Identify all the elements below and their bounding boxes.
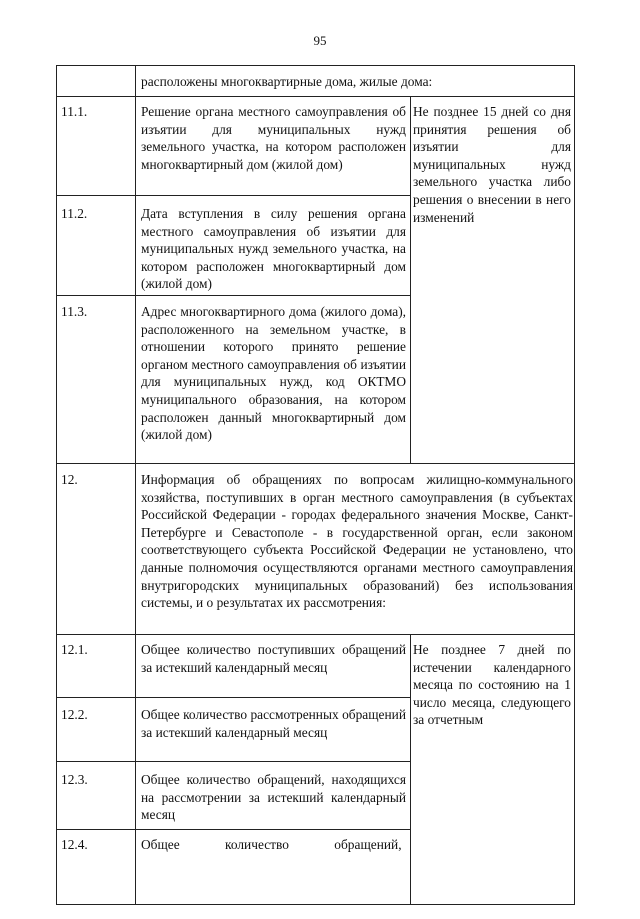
row-text-12-1: Общее количество поступивших обращений за истекший календарный месяц xyxy=(141,642,406,675)
row-number-11-3: 11.3. xyxy=(61,304,88,319)
row-divider xyxy=(56,195,410,196)
deadline-group-11: Не позднее 15 дней со дня принятия решения об изъятии для муниципальных нужд земельного участка либо решения о внесении в него изменений xyxy=(413,104,571,225)
row-number-12-1: 12.1. xyxy=(61,642,88,657)
row-divider xyxy=(56,829,410,830)
row-number-11-1: 11.1. xyxy=(61,104,88,119)
row-text-continuation: расположены многоквартирные дома, жилые дома: xyxy=(141,74,433,89)
deadline-group-12: Не позднее 7 дней по истечении календарного месяца по состоянию на 1 число месяца, следующего за отчетным xyxy=(413,642,571,728)
row-number-12-4: 12.4. xyxy=(61,837,88,852)
row-divider xyxy=(56,463,575,464)
row-number-12: 12. xyxy=(61,472,78,487)
row-divider xyxy=(56,697,410,698)
row-text-12: Информация об обращениях по вопросам жилищно-коммунального хозяйства, поступивших в орган местного самоуправления (в субъектах Российской Федерации - городах федерального значения Москве, Санкт-Петербурге и Севастополе - в государственной орган, если законом соответствующего субъекта Российской Федерации не установлено, что данные полномочия осуществляются органами местного самоуправления внутригородских муниципальных образований) без использования системы, и о результатах их рассмотрения: xyxy=(141,472,573,611)
column-divider xyxy=(135,65,136,905)
page-number: 95 xyxy=(313,33,327,48)
row-divider xyxy=(56,295,410,296)
row-text-12-4: Общее количество обращений, xyxy=(141,837,402,852)
row-divider xyxy=(56,634,575,635)
row-text-11-3: Адрес многоквартирного дома (жилого дома), расположенного на земельном участке, в отношении которого принято решение органом местного самоуправления об изъятии для муниципальных нужд, код ОКТМО муниципального образования, на котором расположен данный многоквартирный дом (жилой дом) xyxy=(141,304,406,443)
row-number-12-2: 12.2. xyxy=(61,707,88,722)
row-number-11-2: 11.2. xyxy=(61,206,88,221)
row-text-11-1: Решение органа местного самоуправления об изъятии для муниципальных нужд земельного участка, на котором расположен многоквартирный дом (жилой дом) xyxy=(141,104,406,172)
row-number-12-3: 12.3. xyxy=(61,772,88,787)
row-divider xyxy=(56,96,575,97)
row-text-12-3: Общее количество обращений, находящихся на рассмотрении за истекший календарный месяц xyxy=(141,772,406,823)
column-divider xyxy=(410,634,411,905)
row-text-11-2: Дата вступления в силу решения органа местного самоуправления об изъятии для муниципальных нужд земельного участка, на котором расположен многоквартирный дом (жилой дом) xyxy=(141,206,406,292)
row-divider xyxy=(56,761,410,762)
column-divider xyxy=(410,96,411,463)
row-text-12-2: Общее количество рассмотренных обращений за истекший календарный месяц xyxy=(141,707,406,740)
